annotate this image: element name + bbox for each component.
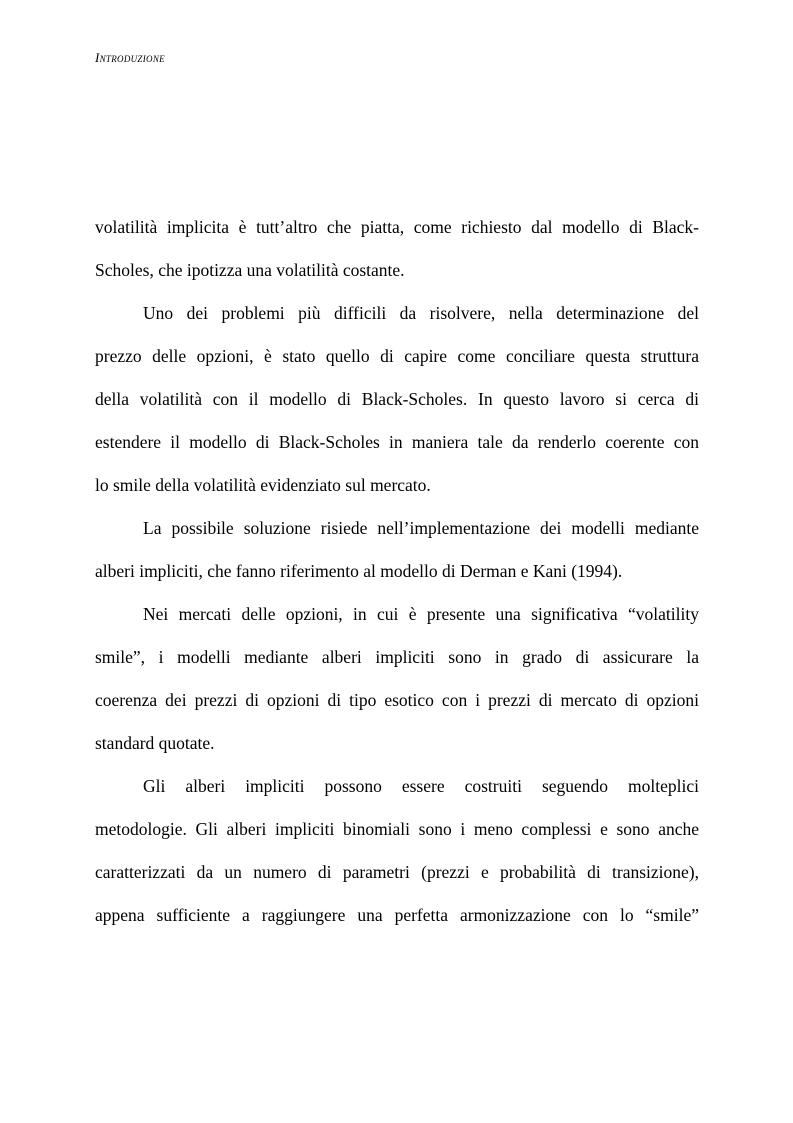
text-line: metodologie. Gli alberi impliciti binomiali sono i meno complessi e sono anche [95, 819, 699, 839]
body-text [95, 206, 699, 937]
text-line: coerenza dei prezzi di opzioni di tipo esotico con i prezzi di mercato di opzioni [95, 690, 699, 710]
text-line: lo smile della volatilità evidenziato sul mercato. [95, 475, 431, 495]
text-line: prezzo delle opzioni, è stato quello di capire come conciliare questa struttura [95, 346, 699, 366]
text-line: estendere il modello di Black-Scholes in maniera tale da renderlo coerente con [95, 432, 699, 452]
paragraph-4 [95, 593, 699, 765]
paragraph-3 [95, 507, 699, 593]
paragraph-2 [95, 292, 699, 507]
running-head: Introduzione [95, 50, 165, 65]
text-line: Scholes, che ipotizza una volatilità costante. [95, 260, 405, 280]
text-line: della volatilità con il modello di Black-Scholes. In questo lavoro si cerca di [95, 389, 699, 409]
paragraph-1 [95, 206, 699, 292]
text-line: smile”, i modelli mediante alberi impliciti sono in grado di assicurare la [95, 647, 699, 667]
text-line: caratterizzati da un numero di parametri (prezzi e probabilità di transizione), [95, 862, 699, 882]
paragraph-5 [95, 765, 699, 937]
text-line: La possibile soluzione risiede nell’implementazione dei modelli mediante [143, 518, 699, 538]
text-line: alberi impliciti, che fanno riferimento al modello di Derman e Kani (1994). [95, 561, 623, 581]
text-line: Nei mercati delle opzioni, in cui è presente una significativa “volatility [143, 604, 699, 624]
text-line: appena sufficiente a raggiungere una perfetta armonizzazione con lo “smile” [95, 905, 699, 925]
text-line: Gli alberi impliciti possono essere costruiti seguendo molteplici [143, 776, 699, 796]
text-line: Uno dei problemi più difficili da risolvere, nella determinazione del [143, 303, 699, 323]
text-line: volatilità implicita è tutt’altro che piatta, come richiesto dal modello di Black- [95, 217, 699, 237]
text-line: standard quotate. [95, 733, 215, 753]
